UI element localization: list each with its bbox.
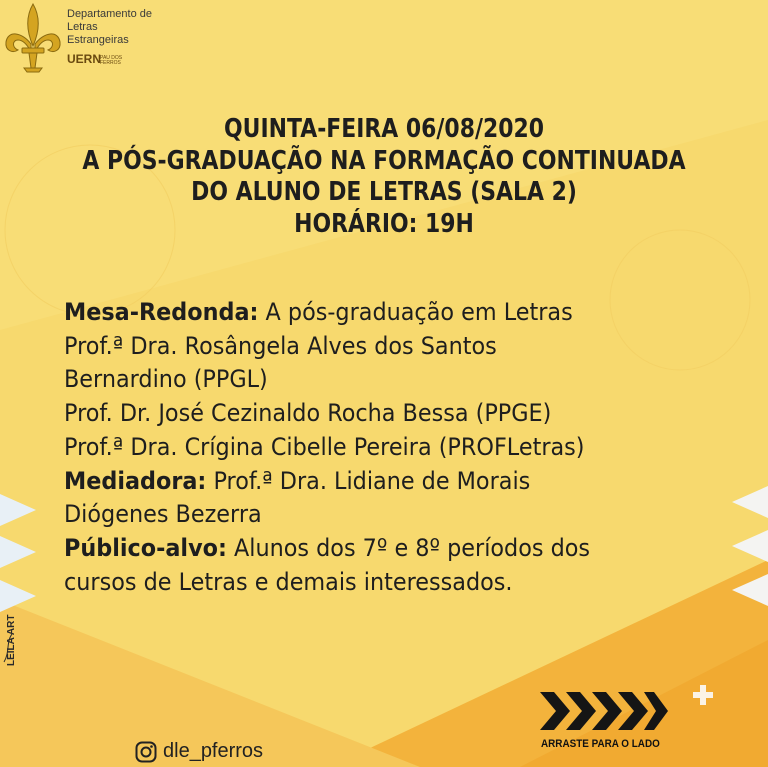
mediadora-label: Mediadora: [64, 466, 207, 495]
publico-line-2: cursos de Letras e demais interessados. [64, 567, 513, 596]
mesa-redonda-value: A pós-graduação em Letras [258, 298, 573, 326]
mediadora-line-2: Diógenes Bezerra [64, 500, 262, 529]
logo-line-2: Letras [67, 21, 98, 33]
instagram-handle-text: dle_pferros [163, 740, 264, 762]
event-details [64, 296, 590, 599]
right-triangle-icon [728, 482, 768, 612]
event-date: QUINTA-FEIRA 06/08/2020 [223, 114, 545, 144]
swipe-arrows-icon[interactable] [540, 690, 670, 732]
campus-line-1: PAU DOS [100, 55, 123, 61]
department-name [67, 8, 152, 47]
instagram-handle[interactable] [135, 740, 263, 763]
speaker-2: Prof. Dr. José Cezinaldo Rocha Bessa (PPGE) [64, 399, 552, 428]
campus-label [100, 56, 122, 66]
department-logo [0, 0, 170, 80]
event-topic-line-2: DO ALUNO DE LETRAS (SALA 2) [191, 177, 577, 207]
publico-label: Público-alvo: [64, 533, 227, 562]
mesa-redonda-label: Mesa-Redonda: [64, 298, 259, 326]
mediadora-value: Prof.ª Dra. Lidiane de Morais [206, 466, 531, 495]
event-time: HORÁRIO: 19H [294, 208, 474, 239]
left-triangle-icon [0, 488, 40, 628]
logo-line-3: Estrangeiras [67, 34, 129, 46]
swipe-label: ARRASTE PARA O LADO [541, 738, 660, 750]
plus-icon [692, 684, 714, 706]
publico-line [64, 532, 590, 566]
fleur-de-lis-icon [2, 2, 64, 74]
publico-value: Alunos dos 7º e 8º períodos dos [226, 533, 591, 562]
event-topic-line-1: A PÓS-GRADUAÇÃO NA FORMAÇÃO CONTINUADA [82, 145, 686, 176]
instagram-icon [135, 741, 157, 763]
uern-label: UERN [67, 52, 102, 66]
mediadora-line [64, 465, 590, 499]
svg-text:LEILA ART: LEILA ART [6, 614, 17, 666]
speaker-3: Prof.ª Dra. Crígina Cibelle Pereira (PROFLetras) [64, 432, 585, 461]
campus-line-2: FERROS [100, 60, 121, 66]
speaker-1-line-2: Bernardino (PPGL) [64, 365, 268, 394]
mesa-redonda-line [64, 296, 590, 330]
event-title [54, 114, 714, 240]
logo-line-1: Departamento de [67, 8, 152, 20]
artist-signature [0, 612, 30, 668]
speaker-1-line-1: Prof.ª Dra. Rosângela Alves dos Santos [64, 331, 497, 360]
